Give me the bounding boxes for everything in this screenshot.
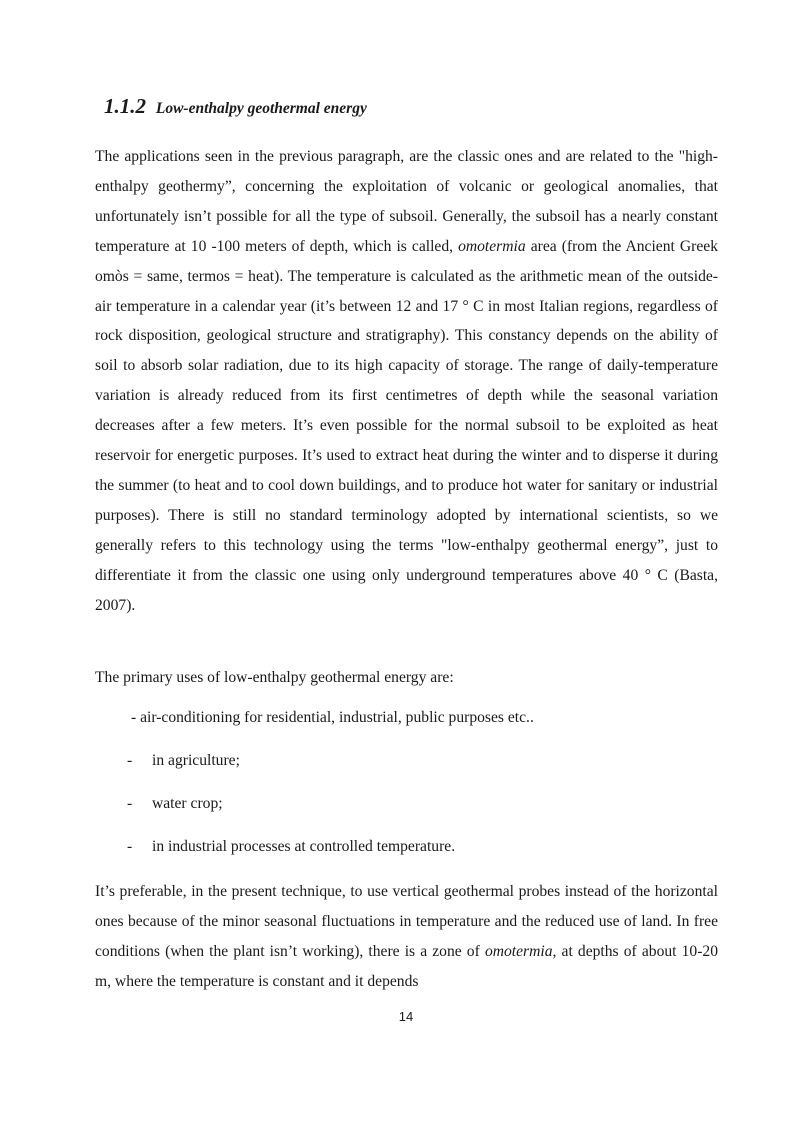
list-bullet-3: -: [127, 838, 133, 855]
paragraph-uses-intro: The primary uses of low-enthalpy geothermal energy are:: [95, 669, 454, 686]
section-heading: [104, 94, 367, 119]
section-title: Low-enthalpy geothermal energy: [155, 100, 367, 117]
paragraph-intro-part-b: area (from the Ancient Greek omòs = same, termos = heat). The temperature is calculated as the arithmetic mean of the outside-air temperature in a calendar year (it’s between 12 and 17 ° C in most Italian regions, regardless of rock disposition, geological structure and stratigraphy). This constancy depends on the ability of soil to absorb solar radiation, due to its high capacity of storage. The range of daily-temperature variation is already reduced from its first centimetres of depth while the seasonal variation decreases after a few meters. It’s even possible for the normal subsoil to be exploited as heat reservoir for energetic purposes. It’s used to extract heat during the winter and to disperse it during the summer (to heat and to cool down buildings, and to produce hot water for sanitary or industrial purposes). There is still no standard terminology adopted by international scientists, so we generally refers to this technology using the terms "low-enthalpy geothermal energy”, just to differentiate it from the classic one using only underground temperatures above 40 ° C (Basta, 2007).: [95, 237, 718, 614]
paragraph-intro: [95, 142, 718, 621]
list-item-air-conditioning: - air-conditioning for residential, industrial, public purposes etc..: [131, 709, 534, 726]
list-item-industrial: in industrial processes at controlled temperature.: [152, 838, 456, 855]
paragraph-intro-italic-term: omotermia: [458, 237, 526, 255]
list-bullet-1: -: [127, 752, 133, 769]
paragraph-intro-part-a: The applications seen in the previous paragraph, are the classic ones and are related to the "high-enthalpy geothermy”, concerning the exploitation of volcanic or geological anomalies, that unfortunately isn’t possible for all the type of subsoil. Generally, the subsoil has a nearly constant temperature at 10 -100 meters of depth, which is called,: [95, 148, 718, 255]
paragraph-probes: [95, 877, 718, 997]
section-number: 1.1.2: [104, 94, 146, 118]
list-bullet-2: -: [127, 795, 133, 812]
paragraph-probes-part-b: , at depths of about 10-20 m, where the temperature is constant and it depends: [95, 942, 719, 990]
page-number: 14: [398, 1009, 414, 1024]
paragraph-probes-italic-term: omotermia: [484, 942, 553, 960]
list-item-agriculture: in agriculture;: [152, 752, 240, 769]
list-item-water-crop: water crop;: [152, 795, 223, 812]
paragraph-probes-part-a: It’s preferable, in the present technique, to use vertical geothermal probes instead of the horizontal ones because of the minor seasonal fluctuations in temperature and the reduced use of land. In free conditions (when the plant isn’t working), there is a zone of: [95, 883, 718, 960]
